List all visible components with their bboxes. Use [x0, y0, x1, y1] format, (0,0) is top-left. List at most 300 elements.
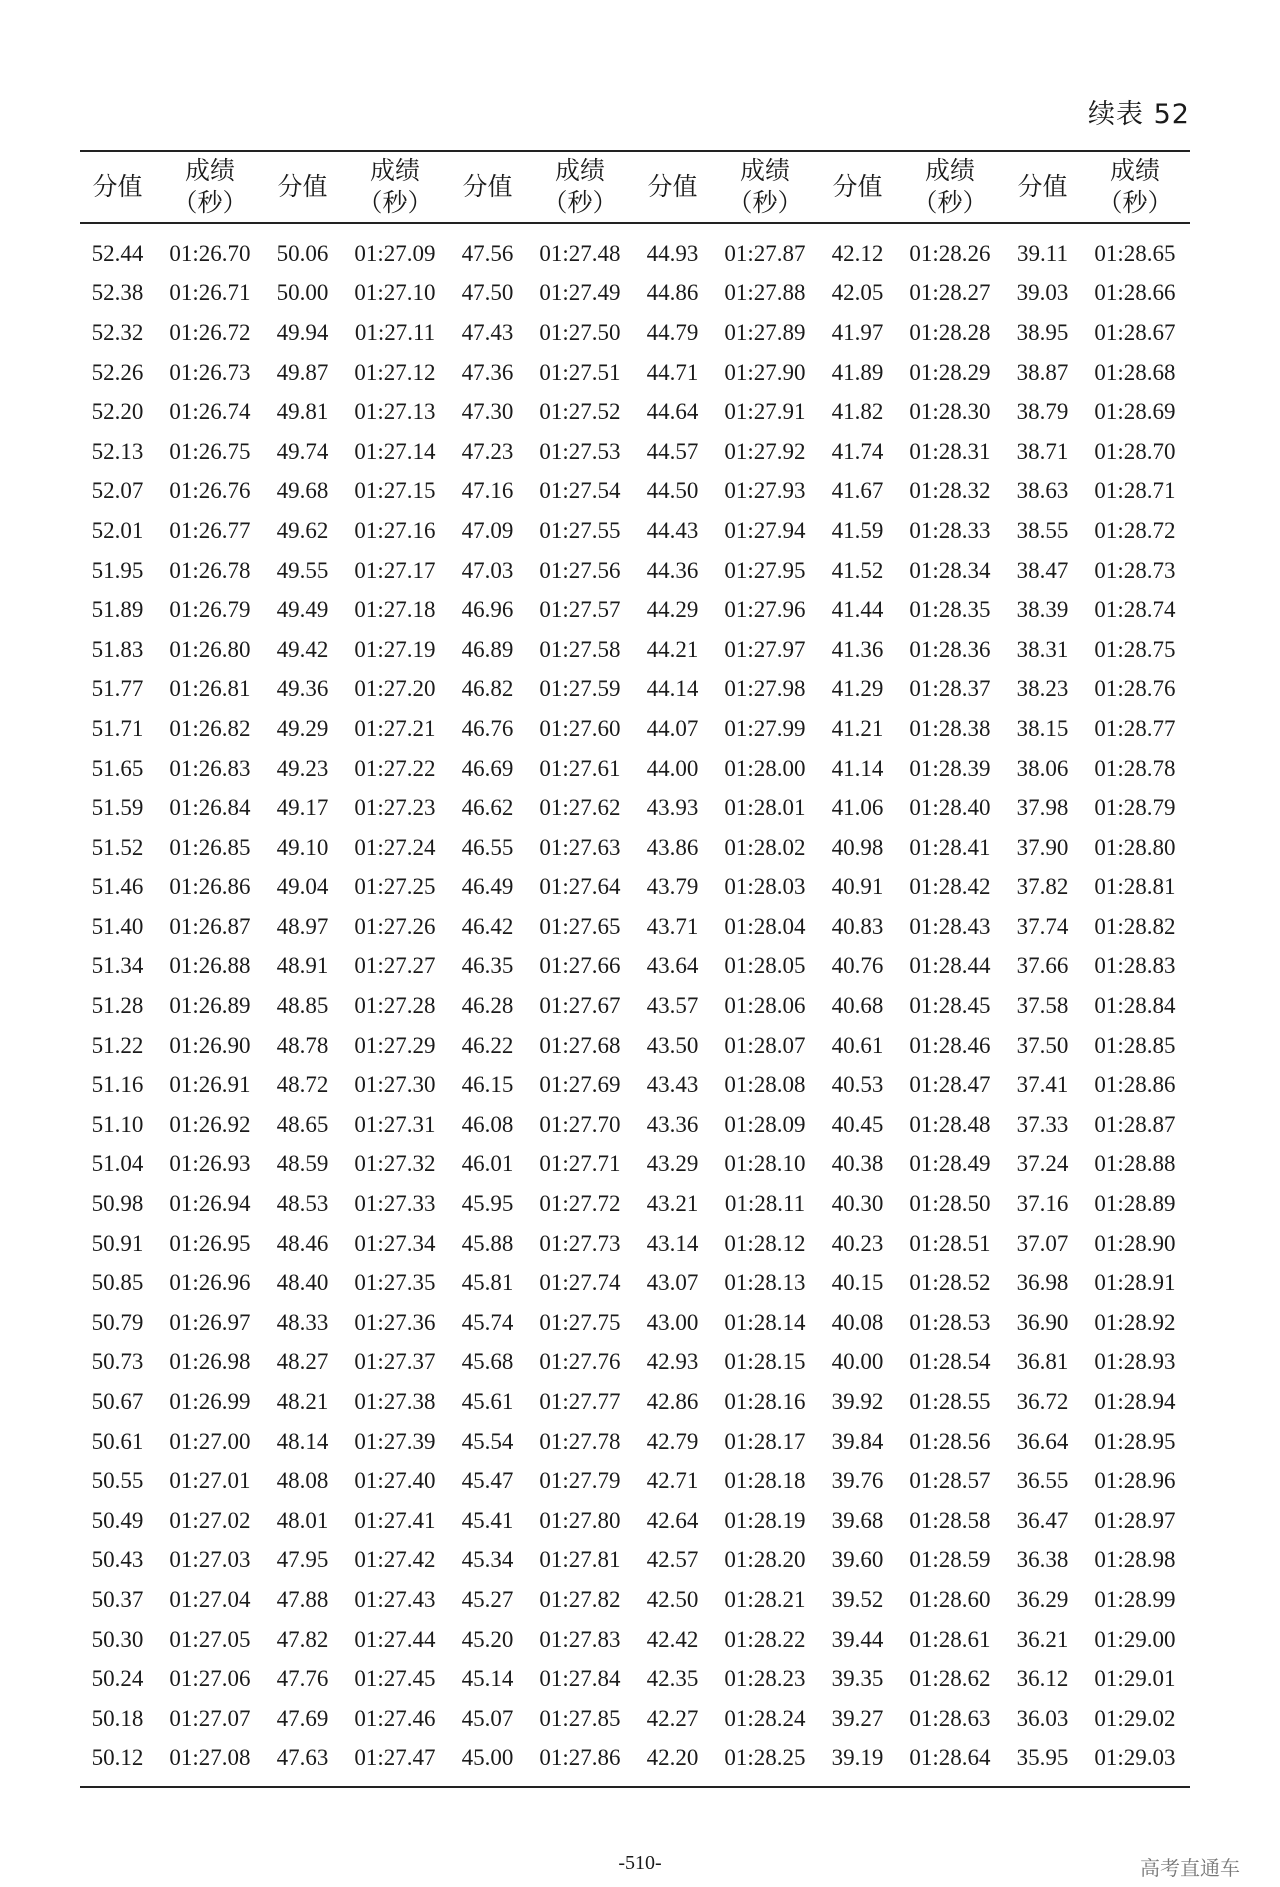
time-cell: 01:28.69 [1094, 399, 1176, 425]
score-cell: 50.91 [91, 1230, 144, 1256]
score-cell: 48.53 [276, 1191, 329, 1217]
score-cell: 40.23 [831, 1230, 884, 1256]
time-cell: 01:28.61 [909, 1626, 991, 1652]
time-cell: 01:28.43 [909, 913, 991, 939]
score-cell: 36.72 [1016, 1389, 1069, 1415]
score-cell: 44.36 [646, 557, 699, 583]
score-cell: 39.19 [831, 1745, 884, 1771]
score-cell: 47.56 [461, 240, 514, 266]
score-cell: 47.82 [276, 1626, 329, 1652]
time-header-line1: 成绩 [184, 155, 235, 185]
time-cell: 01:28.97 [1094, 1507, 1176, 1533]
score-cell: 50.18 [91, 1705, 144, 1731]
time-cell: 01:27.65 [539, 913, 621, 939]
table-row [80, 472, 1190, 512]
time-cell: 01:28.81 [1094, 874, 1176, 900]
time-cell: 01:27.48 [539, 240, 621, 266]
time-cell: 01:27.85 [539, 1705, 621, 1731]
time-cell: 01:28.30 [909, 399, 991, 425]
time-cell: 01:28.37 [909, 676, 991, 702]
time-cell: 01:27.37 [354, 1349, 436, 1375]
score-cell: 42.57 [646, 1547, 699, 1573]
time-cell: 01:28.77 [1094, 715, 1176, 741]
time-cell: 01:28.21 [724, 1586, 806, 1612]
score-cell: 36.81 [1016, 1349, 1069, 1375]
time-cell: 01:26.70 [169, 240, 251, 266]
time-cell: 01:29.03 [1094, 1745, 1176, 1771]
score-cell: 36.47 [1016, 1507, 1069, 1533]
table-row [80, 1620, 1190, 1660]
time-cell: 01:28.45 [909, 993, 991, 1019]
score-cell: 39.84 [831, 1428, 884, 1454]
time-cell: 01:26.88 [169, 953, 251, 979]
score-cell: 43.79 [646, 874, 699, 900]
time-cell: 01:27.35 [354, 1270, 436, 1296]
time-cell: 01:27.74 [539, 1270, 621, 1296]
score-cell: 41.44 [831, 597, 884, 623]
table-row [80, 947, 1190, 987]
watermark: 高考直通车 [1140, 1856, 1240, 1880]
time-cell: 01:28.84 [1094, 993, 1176, 1019]
score-cell: 50.49 [91, 1507, 144, 1533]
score-cell: 43.57 [646, 993, 699, 1019]
score-cell: 40.08 [831, 1309, 884, 1335]
score-cell: 43.07 [646, 1270, 699, 1296]
score-cell: 49.36 [276, 676, 329, 702]
time-cell: 01:28.14 [724, 1309, 806, 1335]
score-cell: 39.03 [1016, 280, 1069, 306]
time-cell: 01:27.26 [354, 913, 436, 939]
score-cell: 42.71 [646, 1468, 699, 1494]
time-cell: 01:28.86 [1094, 1072, 1176, 1098]
score-cell: 51.71 [91, 715, 144, 741]
time-cell: 01:27.67 [539, 993, 621, 1019]
time-cell: 01:27.13 [354, 399, 436, 425]
time-cell: 01:28.34 [909, 557, 991, 583]
time-cell: 01:28.56 [909, 1428, 991, 1454]
table-row [80, 1739, 1190, 1788]
time-cell: 01:29.02 [1094, 1705, 1176, 1731]
score-cell: 49.17 [276, 795, 329, 821]
time-cell: 01:28.10 [724, 1151, 806, 1177]
time-cell: 01:27.23 [354, 795, 436, 821]
time-cell: 01:28.60 [909, 1586, 991, 1612]
time-cell: 01:28.73 [1094, 557, 1176, 583]
time-cell: 01:28.35 [909, 597, 991, 623]
time-cell: 01:26.92 [169, 1111, 251, 1137]
score-cell: 45.47 [461, 1468, 514, 1494]
time-cell: 01:27.86 [539, 1745, 621, 1771]
score-cell: 46.96 [461, 597, 514, 623]
score-cell: 45.81 [461, 1270, 514, 1296]
score-cell: 51.77 [91, 676, 144, 702]
time-cell: 01:28.94 [1094, 1389, 1176, 1415]
score-cell: 47.50 [461, 280, 514, 306]
time-cell: 01:27.44 [354, 1626, 436, 1652]
score-cell: 35.95 [1016, 1745, 1069, 1771]
table-row [80, 986, 1190, 1026]
score-cell: 38.47 [1016, 557, 1069, 583]
score-cell: 37.82 [1016, 874, 1069, 900]
score-cell: 48.21 [276, 1389, 329, 1415]
time-cell: 01:27.28 [354, 993, 436, 1019]
score-cell: 44.79 [646, 319, 699, 345]
time-cell: 01:27.96 [724, 597, 806, 623]
time-cell: 01:28.82 [1094, 913, 1176, 939]
score-cell: 43.14 [646, 1230, 699, 1256]
score-cell: 51.22 [91, 1032, 144, 1058]
time-cell: 01:28.22 [724, 1626, 806, 1652]
score-cell: 49.29 [276, 715, 329, 741]
time-cell: 01:28.90 [1094, 1230, 1176, 1256]
time-cell: 01:27.43 [354, 1586, 436, 1612]
table-row [80, 313, 1190, 353]
time-cell: 01:26.97 [169, 1309, 251, 1335]
score-cell: 50.43 [91, 1547, 144, 1573]
time-cell: 01:28.62 [909, 1666, 991, 1692]
score-cell: 36.55 [1016, 1468, 1069, 1494]
time-cell: 01:28.06 [724, 993, 806, 1019]
time-header [340, 151, 450, 223]
score-cell: 45.95 [461, 1191, 514, 1217]
score-cell: 44.64 [646, 399, 699, 425]
time-cell: 01:27.03 [169, 1547, 251, 1573]
time-cell: 01:27.79 [539, 1468, 621, 1494]
time-cell: 01:28.33 [909, 517, 991, 543]
score-cell: 40.68 [831, 993, 884, 1019]
table-row [80, 670, 1190, 710]
time-cell: 01:28.41 [909, 834, 991, 860]
score-cell: 37.98 [1016, 795, 1069, 821]
score-cell: 47.36 [461, 359, 514, 385]
time-cell: 01:28.83 [1094, 953, 1176, 979]
score-cell: 47.88 [276, 1586, 329, 1612]
time-cell: 01:27.24 [354, 834, 436, 860]
time-cell: 01:27.42 [354, 1547, 436, 1573]
time-cell: 01:27.32 [354, 1151, 436, 1177]
score-cell: 49.62 [276, 517, 329, 543]
score-cell: 44.50 [646, 478, 699, 504]
score-cell: 39.68 [831, 1507, 884, 1533]
score-cell: 50.30 [91, 1626, 144, 1652]
score-header: 分值 [277, 171, 328, 201]
time-cell: 01:28.12 [724, 1230, 806, 1256]
score-cell: 42.20 [646, 1745, 699, 1771]
time-cell: 01:27.93 [724, 478, 806, 504]
time-cell: 01:27.38 [354, 1389, 436, 1415]
score-cell: 38.63 [1016, 478, 1069, 504]
score-cell: 36.38 [1016, 1547, 1069, 1573]
time-cell: 01:28.20 [724, 1547, 806, 1573]
score-cell: 36.64 [1016, 1428, 1069, 1454]
score-cell: 42.12 [831, 240, 884, 266]
time-cell: 01:28.19 [724, 1507, 806, 1533]
score-cell: 36.90 [1016, 1309, 1069, 1335]
score-cell: 51.89 [91, 597, 144, 623]
time-cell: 01:27.05 [169, 1626, 251, 1652]
score-cell: 44.07 [646, 715, 699, 741]
score-cell: 50.55 [91, 1468, 144, 1494]
time-cell: 01:26.77 [169, 517, 251, 543]
table-row [80, 353, 1190, 393]
score-cell: 51.28 [91, 993, 144, 1019]
time-cell: 01:26.80 [169, 636, 251, 662]
time-cell: 01:27.49 [539, 280, 621, 306]
time-cell: 01:26.84 [169, 795, 251, 821]
time-cell: 01:27.89 [724, 319, 806, 345]
score-cell: 43.43 [646, 1072, 699, 1098]
score-cell: 45.07 [461, 1705, 514, 1731]
time-cell: 01:28.74 [1094, 597, 1176, 623]
time-cell: 01:27.20 [354, 676, 436, 702]
table-row [80, 1501, 1190, 1541]
time-cell: 01:27.84 [539, 1666, 621, 1692]
time-cell: 01:28.53 [909, 1309, 991, 1335]
time-cell: 01:27.33 [354, 1191, 436, 1217]
time-header-line2: （秒） [172, 188, 248, 217]
time-cell: 01:28.59 [909, 1547, 991, 1573]
time-cell: 01:27.47 [354, 1745, 436, 1771]
score-cell: 48.65 [276, 1111, 329, 1137]
score-cell: 44.93 [646, 240, 699, 266]
time-cell: 01:27.55 [539, 517, 621, 543]
time-cell: 01:27.92 [724, 438, 806, 464]
time-header [525, 151, 635, 223]
table-row [80, 1580, 1190, 1620]
time-cell: 01:27.00 [169, 1428, 251, 1454]
score-cell: 50.98 [91, 1191, 144, 1217]
score-cell: 51.16 [91, 1072, 144, 1098]
time-cell: 01:26.91 [169, 1072, 251, 1098]
table-row [80, 1105, 1190, 1145]
time-cell: 01:28.76 [1094, 676, 1176, 702]
score-cell: 45.74 [461, 1309, 514, 1335]
score-cell: 41.29 [831, 676, 884, 702]
score-cell: 46.22 [461, 1032, 514, 1058]
time-cell: 01:26.74 [169, 399, 251, 425]
score-cell: 46.35 [461, 953, 514, 979]
score-cell: 40.38 [831, 1151, 884, 1177]
score-cell: 37.66 [1016, 953, 1069, 979]
score-cell: 41.82 [831, 399, 884, 425]
time-header-line2: （秒） [1097, 188, 1173, 217]
time-cell: 01:27.04 [169, 1586, 251, 1612]
score-cell: 38.55 [1016, 517, 1069, 543]
score-cell: 48.59 [276, 1151, 329, 1177]
score-cell: 38.39 [1016, 597, 1069, 623]
table-row [80, 1461, 1190, 1501]
time-cell: 01:28.38 [909, 715, 991, 741]
time-cell: 01:28.03 [724, 874, 806, 900]
score-cell: 50.61 [91, 1428, 144, 1454]
time-cell: 01:28.96 [1094, 1468, 1176, 1494]
table-row [80, 223, 1190, 274]
score-cell: 41.14 [831, 755, 884, 781]
score-cell: 45.61 [461, 1389, 514, 1415]
time-cell: 01:26.93 [169, 1151, 251, 1177]
score-cell: 48.85 [276, 993, 329, 1019]
time-cell: 01:28.80 [1094, 834, 1176, 860]
score-cell: 51.04 [91, 1151, 144, 1177]
score-cell: 46.62 [461, 795, 514, 821]
score-cell: 48.33 [276, 1309, 329, 1335]
time-cell: 01:26.95 [169, 1230, 251, 1256]
table-row [80, 1343, 1190, 1383]
score-cell: 51.10 [91, 1111, 144, 1137]
time-cell: 01:27.80 [539, 1507, 621, 1533]
table-row [80, 1659, 1190, 1699]
time-cell: 01:27.02 [169, 1507, 251, 1533]
score-cell: 45.00 [461, 1745, 514, 1771]
time-cell: 01:26.96 [169, 1270, 251, 1296]
score-cell: 48.46 [276, 1230, 329, 1256]
time-cell: 01:28.98 [1094, 1547, 1176, 1573]
time-cell: 01:28.68 [1094, 359, 1176, 385]
time-cell: 01:28.18 [724, 1468, 806, 1494]
score-cell: 44.29 [646, 597, 699, 623]
score-cell: 43.64 [646, 953, 699, 979]
time-cell: 01:28.23 [724, 1666, 806, 1692]
score-cell: 40.98 [831, 834, 884, 860]
table-row [80, 1699, 1190, 1739]
score-header: 分值 [92, 171, 143, 201]
time-cell: 01:27.97 [724, 636, 806, 662]
score-cell: 38.06 [1016, 755, 1069, 781]
score-cell: 41.89 [831, 359, 884, 385]
table-row [80, 392, 1190, 432]
score-cell: 51.59 [91, 795, 144, 821]
time-cell: 01:28.65 [1094, 240, 1176, 266]
time-cell: 01:26.78 [169, 557, 251, 583]
page-number: -510- [618, 1852, 662, 1874]
score-cell: 45.54 [461, 1428, 514, 1454]
score-cell: 43.00 [646, 1309, 699, 1335]
table-row [80, 1303, 1190, 1343]
time-cell: 01:27.11 [354, 319, 436, 345]
time-cell: 01:27.10 [354, 280, 436, 306]
time-cell: 01:28.04 [724, 913, 806, 939]
score-cell: 44.14 [646, 676, 699, 702]
score-cell: 44.00 [646, 755, 699, 781]
score-cell: 50.24 [91, 1666, 144, 1692]
time-cell: 01:26.87 [169, 913, 251, 939]
score-cell: 42.64 [646, 1507, 699, 1533]
score-cell: 52.20 [91, 399, 144, 425]
score-cell: 37.16 [1016, 1191, 1069, 1217]
time-cell: 01:27.56 [539, 557, 621, 583]
score-cell: 49.94 [276, 319, 329, 345]
table-row [80, 630, 1190, 670]
score-cell: 40.83 [831, 913, 884, 939]
score-cell: 48.78 [276, 1032, 329, 1058]
time-cell: 01:27.29 [354, 1032, 436, 1058]
time-cell: 01:27.66 [539, 953, 621, 979]
score-cell: 37.74 [1016, 913, 1069, 939]
score-cell: 49.04 [276, 874, 329, 900]
score-cell: 49.87 [276, 359, 329, 385]
score-cell: 41.74 [831, 438, 884, 464]
time-cell: 01:26.72 [169, 319, 251, 345]
score-cell: 45.68 [461, 1349, 514, 1375]
score-cell: 49.74 [276, 438, 329, 464]
score-cell: 37.33 [1016, 1111, 1069, 1137]
time-cell: 01:28.29 [909, 359, 991, 385]
time-cell: 01:27.60 [539, 715, 621, 741]
time-cell: 01:27.25 [354, 874, 436, 900]
score-cell: 50.67 [91, 1389, 144, 1415]
time-cell: 01:27.22 [354, 755, 436, 781]
score-cell: 39.60 [831, 1547, 884, 1573]
time-cell: 01:28.46 [909, 1032, 991, 1058]
score-cell: 50.37 [91, 1586, 144, 1612]
table-row [80, 868, 1190, 908]
time-cell: 01:28.50 [909, 1191, 991, 1217]
score-cell: 51.83 [91, 636, 144, 662]
score-cell: 47.09 [461, 517, 514, 543]
score-cell: 47.23 [461, 438, 514, 464]
score-cell: 41.97 [831, 319, 884, 345]
time-cell: 01:27.54 [539, 478, 621, 504]
table-caption: 续表 52 [1088, 99, 1190, 130]
score-cell: 42.05 [831, 280, 884, 306]
score-cell: 36.21 [1016, 1626, 1069, 1652]
score-cell: 45.88 [461, 1230, 514, 1256]
time-cell: 01:28.75 [1094, 636, 1176, 662]
score-cell: 48.27 [276, 1349, 329, 1375]
score-header: 分值 [647, 171, 698, 201]
time-cell: 01:27.76 [539, 1349, 621, 1375]
time-cell: 01:28.15 [724, 1349, 806, 1375]
time-cell: 01:27.87 [724, 240, 806, 266]
table-row [80, 1224, 1190, 1264]
time-cell: 01:27.07 [169, 1705, 251, 1731]
score-cell: 45.34 [461, 1547, 514, 1573]
score-cell: 39.52 [831, 1586, 884, 1612]
score-cell: 46.08 [461, 1111, 514, 1137]
table-body [80, 223, 1190, 1787]
time-cell: 01:28.89 [1094, 1191, 1176, 1217]
time-cell: 01:29.01 [1094, 1666, 1176, 1692]
score-cell: 37.50 [1016, 1032, 1069, 1058]
score-cell: 47.03 [461, 557, 514, 583]
score-cell: 37.07 [1016, 1230, 1069, 1256]
score-cell: 45.14 [461, 1666, 514, 1692]
time-cell: 01:27.78 [539, 1428, 621, 1454]
score-cell: 44.71 [646, 359, 699, 385]
time-header-line2: （秒） [912, 188, 988, 217]
table-row [80, 1541, 1190, 1581]
time-cell: 01:27.59 [539, 676, 621, 702]
score-cell: 41.59 [831, 517, 884, 543]
score-cell: 46.76 [461, 715, 514, 741]
time-cell: 01:27.30 [354, 1072, 436, 1098]
score-cell: 36.98 [1016, 1270, 1069, 1296]
time-cell: 01:28.55 [909, 1389, 991, 1415]
time-cell: 01:28.40 [909, 795, 991, 821]
score-cell: 40.76 [831, 953, 884, 979]
score-cell: 47.16 [461, 478, 514, 504]
time-cell: 01:28.01 [724, 795, 806, 821]
score-cell: 37.58 [1016, 993, 1069, 1019]
time-cell: 01:28.05 [724, 953, 806, 979]
time-cell: 01:27.71 [539, 1151, 621, 1177]
time-cell: 01:27.77 [539, 1389, 621, 1415]
table-row [80, 828, 1190, 868]
time-cell: 01:28.88 [1094, 1151, 1176, 1177]
score-cell: 43.21 [646, 1191, 699, 1217]
score-cell: 52.44 [91, 240, 144, 266]
score-cell: 39.11 [1017, 240, 1068, 266]
